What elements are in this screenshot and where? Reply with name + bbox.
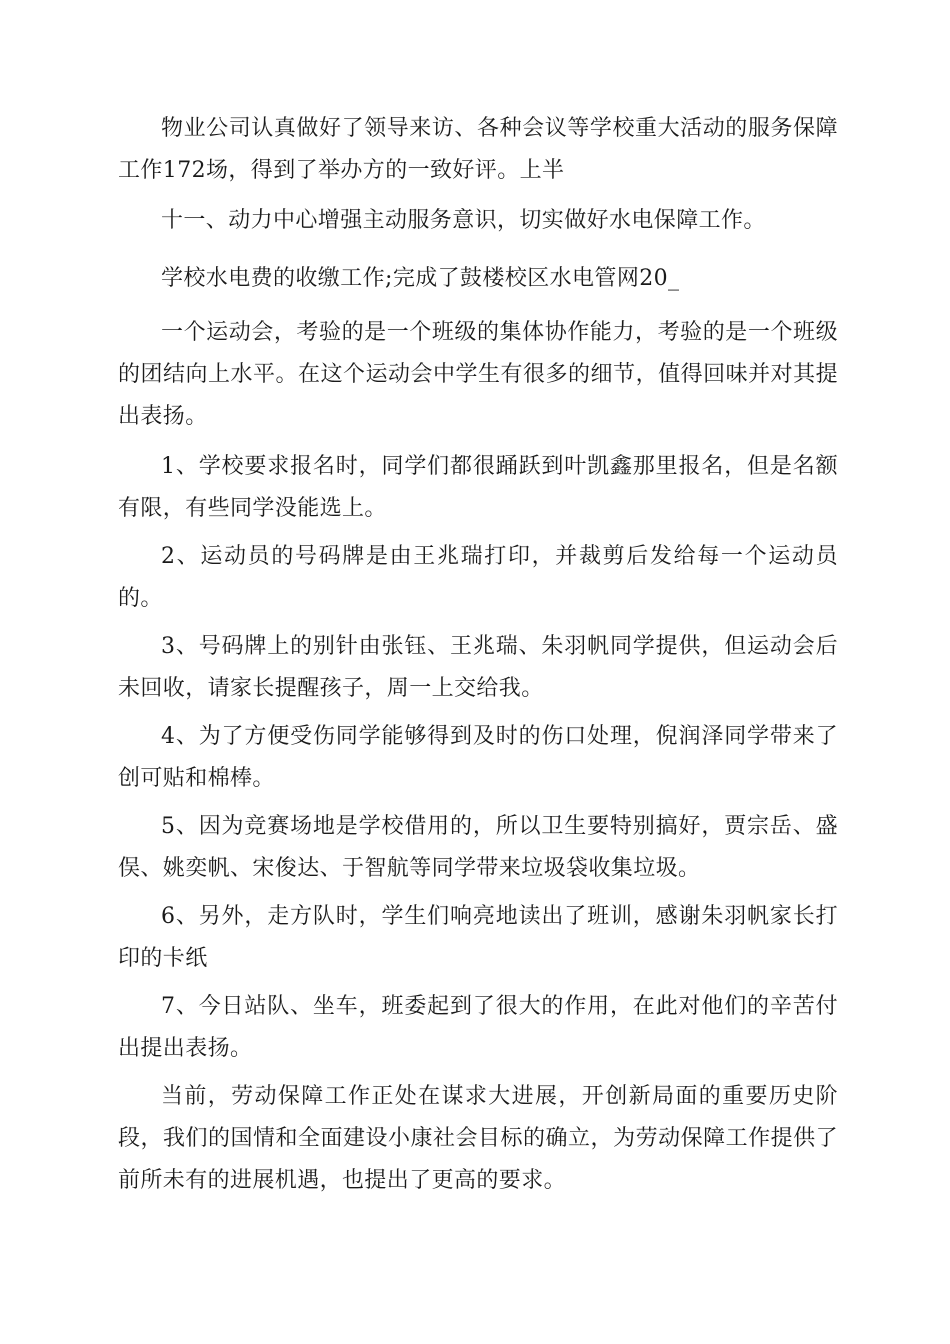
paragraph-item-4: 4、为了方便受伤同学能够得到及时的伤口处理，倪润泽同学带来了创可贴和棉棒。 [118, 724, 838, 791]
paragraph-item-6: 6、另外，走方队时，学生们响亮地读出了班训，感谢朱羽帆家长打印的卡纸 [118, 904, 838, 971]
paragraph-item-7: 7、今日站队、坐车，班委起到了很大的作用，在此对他们的辛苦付出提出表扬。 [118, 994, 838, 1061]
paragraph-item-2: 2、运动员的号码牌是由王兆瑞打印，并裁剪后发给每一个运动员的。 [118, 544, 838, 611]
paragraph-property-service: 物业公司认真做好了领导来访、各种会议等学校重大活动的服务保障工作172场，得到了举办方的一致好评。上半 [118, 116, 838, 183]
paragraph-labor-security: 当前，劳动保障工作正处在谋求大进展，开创新局面的重要历史阶段，我们的国情和全面建设小康社会目标的确立，为劳动保障工作提供了前所未有的进展机遇，也提出了更高的要求。 [118, 1084, 838, 1193]
paragraph-section-eleven-heading: 十一、动力中心增强主动服务意识，切实做好水电保障工作。 [161, 208, 766, 233]
paragraph-item-3: 3、号码牌上的别针由张钰、王兆瑞、朱羽帆同学提供，但运动会后未回收，请家长提醒孩子，周一上交给我。 [118, 634, 838, 701]
paragraph-item-5: 5、因为竞赛场地是学校借用的，所以卫生要特别搞好，贾宗岳、盛俣、姚奕帆、宋俊达、于智航等同学带来垃圾袋收集垃圾。 [118, 814, 838, 881]
paragraph-sports-meet-intro: 一个运动会，考验的是一个班级的集体协作能力，考验的是一个班级的团结向上水平。在这个运动会中学生有很多的细节，值得回味并对其提出表扬。 [118, 320, 838, 429]
paragraph-utility-fees: 学校水电费的收缴工作;完成了鼓楼校区水电管网20_ [161, 266, 680, 291]
paragraph-item-1: 1、学校要求报名时，同学们都很踊跃到叶凯鑫那里报名，但是名额有限，有些同学没能选上。 [118, 454, 838, 521]
